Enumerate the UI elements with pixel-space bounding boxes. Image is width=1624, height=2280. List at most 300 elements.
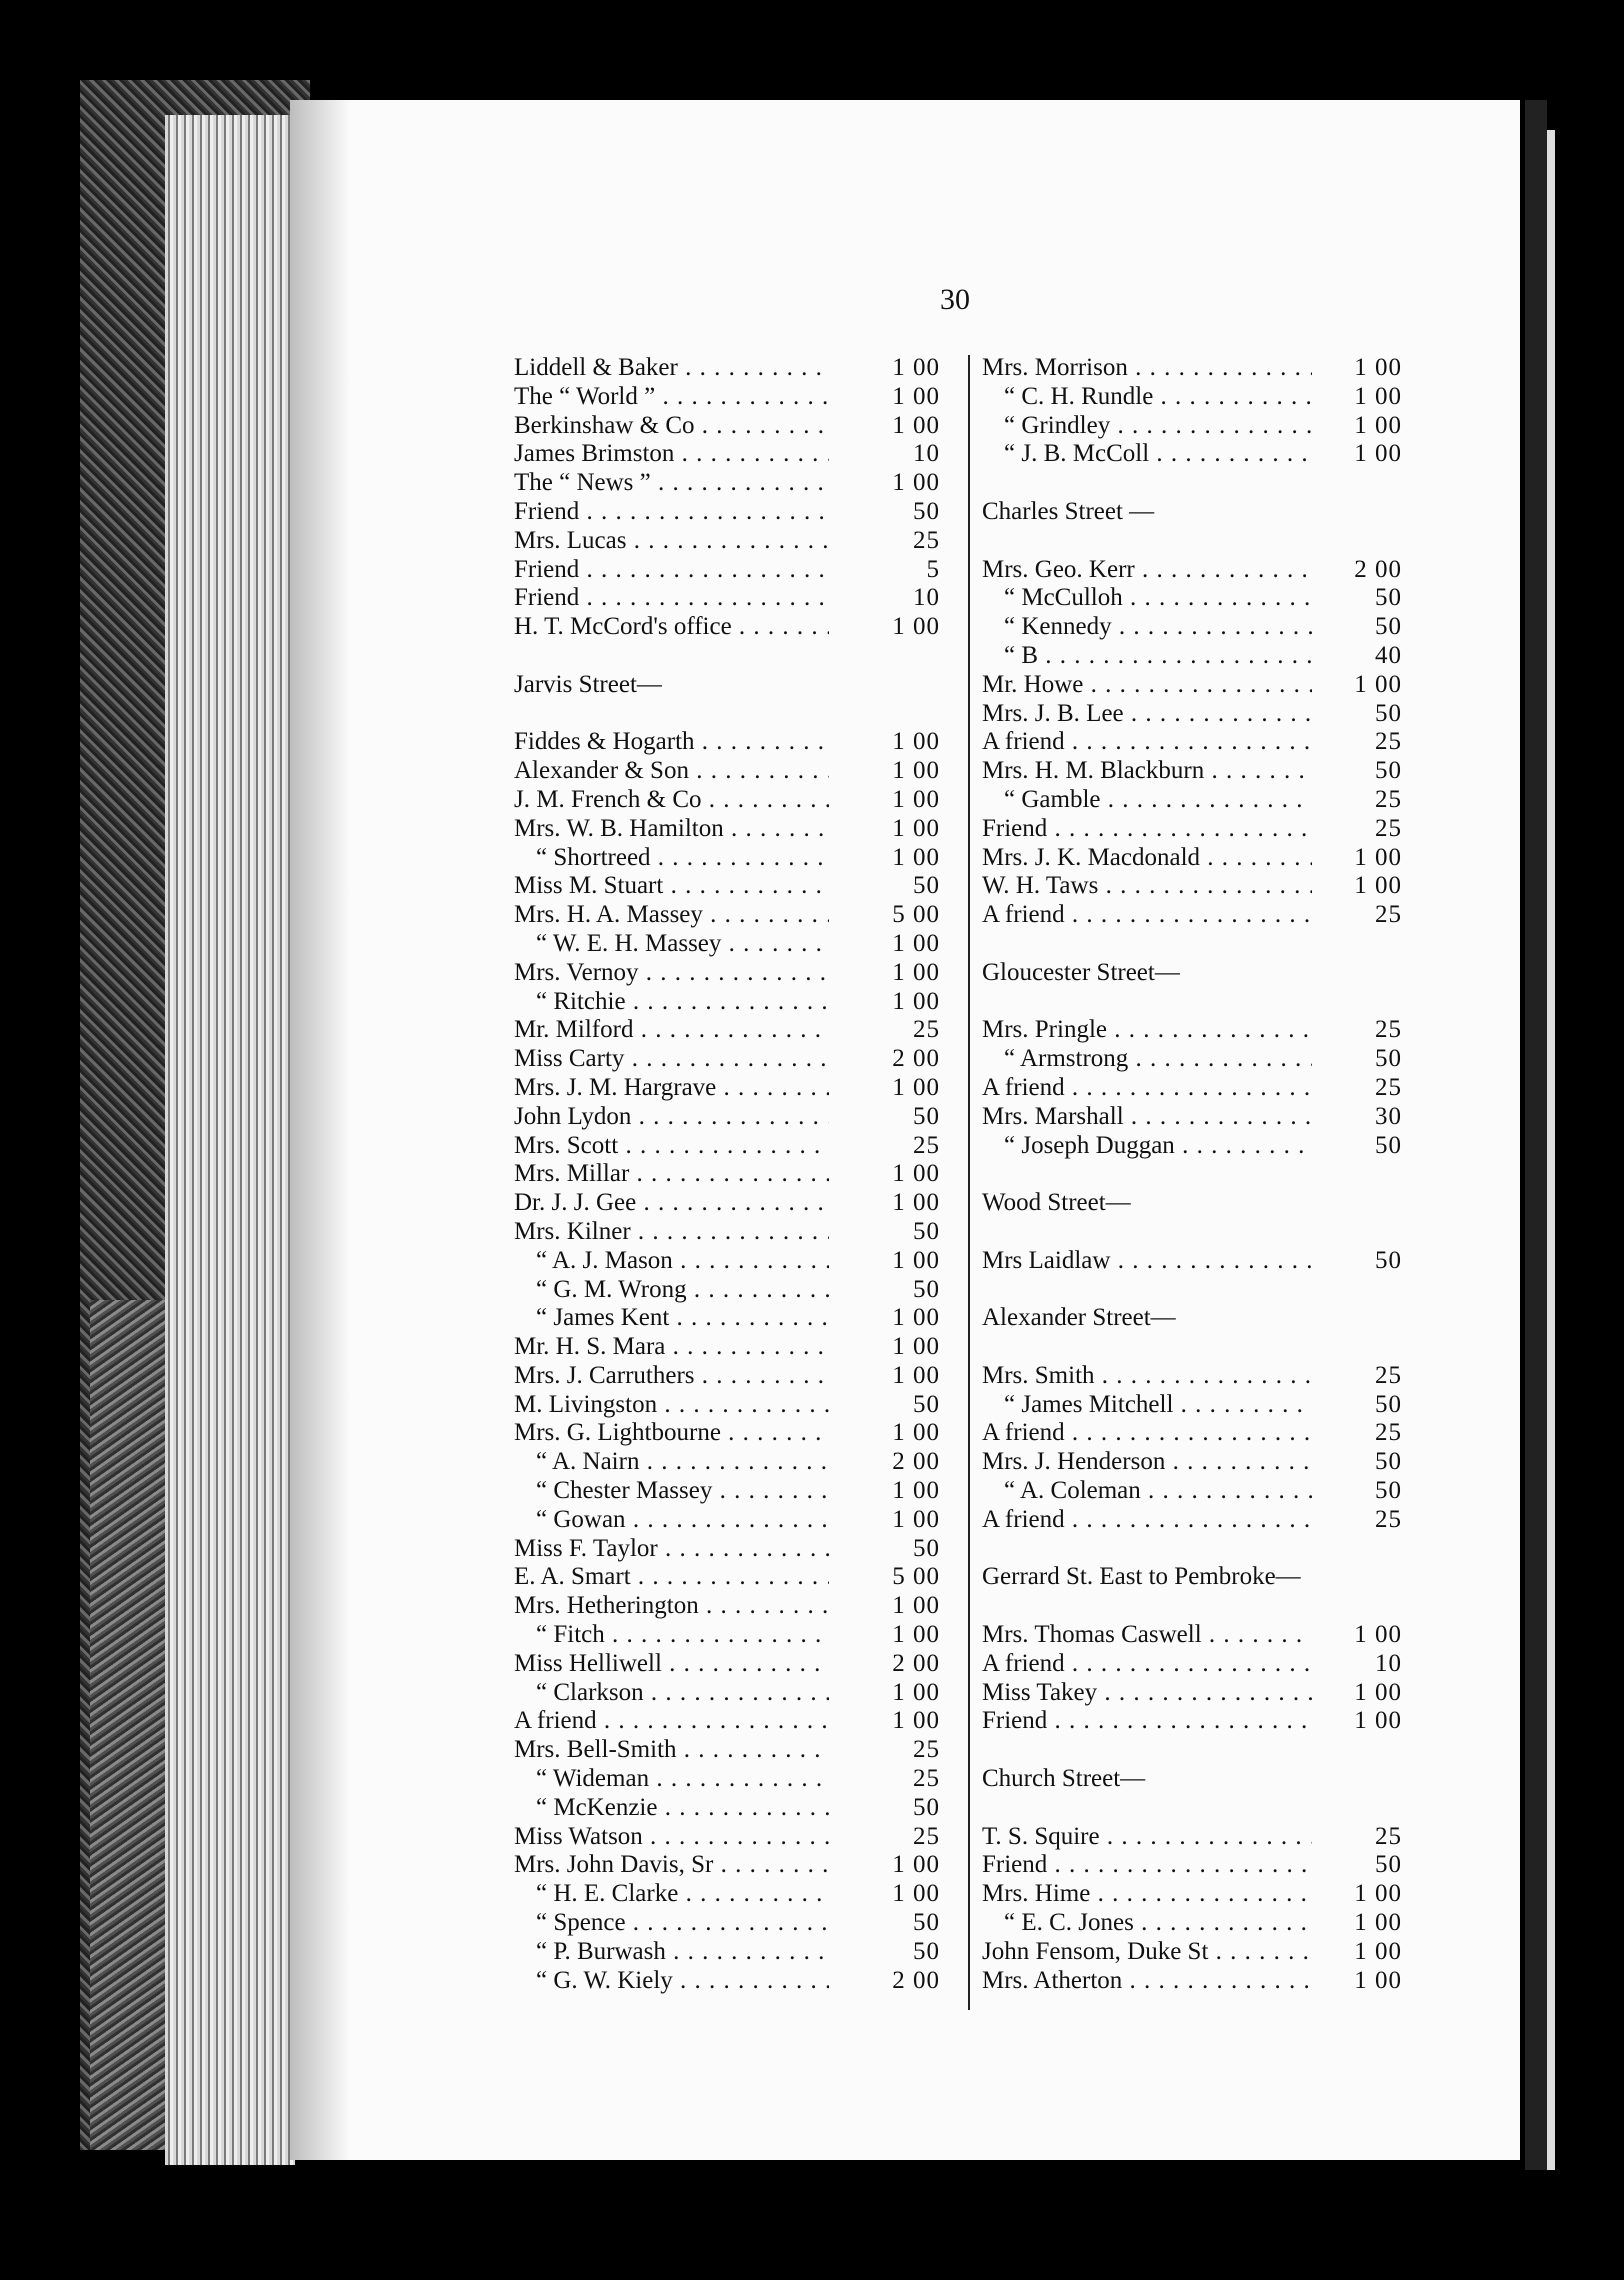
subscription-entry bbox=[982, 1938, 1412, 1967]
subscriber-name-text: “ Wideman bbox=[536, 1765, 650, 1793]
page-number: 30 bbox=[940, 283, 970, 316]
subscription-amount: 1 00 bbox=[892, 987, 940, 1015]
subscriber-name bbox=[514, 1823, 829, 1852]
subscriber-name bbox=[982, 1823, 1312, 1852]
subscriber-name-text: “ Joseph Duggan bbox=[1004, 1131, 1175, 1159]
subscription-amount: 1 00 bbox=[892, 1189, 940, 1217]
subscription-amount: 1 00 bbox=[892, 1246, 940, 1274]
subscription-amount: 1 00 bbox=[892, 757, 940, 785]
subscription-amount: 1 00 bbox=[892, 1333, 940, 1361]
subscriber-name-text: “ Spence bbox=[536, 1909, 626, 1937]
subscription-amount: 25 bbox=[1375, 1419, 1402, 1447]
subscription-entry bbox=[514, 757, 944, 786]
section-heading: Alexander Street— bbox=[982, 1304, 1176, 1332]
subscriber-name-text: M. Livingston bbox=[514, 1390, 658, 1418]
page-edges bbox=[165, 115, 295, 2165]
subscriber-name-text: “ B bbox=[1004, 641, 1039, 669]
subscription-entry bbox=[514, 988, 944, 1017]
subscription-entry bbox=[982, 1506, 1412, 1535]
subscription-entry bbox=[514, 1304, 944, 1333]
subscriber-name bbox=[982, 584, 1312, 613]
subscriber-name-text: Mrs. Atherton bbox=[982, 1966, 1123, 1994]
subscription-amount: 1 00 bbox=[892, 1880, 940, 1908]
subscriber-name bbox=[514, 1736, 829, 1765]
subscriber-name bbox=[514, 354, 829, 383]
subscriber-name bbox=[514, 556, 829, 585]
subscription-entry bbox=[514, 527, 944, 556]
subscriber-name-text: Mrs. Hetherington bbox=[514, 1592, 699, 1620]
subscriber-name-text: Mr. Milford bbox=[514, 1016, 634, 1044]
subscriber-name bbox=[982, 700, 1312, 729]
subscriber-name-text: T. S. Squire bbox=[982, 1822, 1100, 1850]
subscriber-name bbox=[514, 412, 829, 441]
subscriber-name-text: “ James Kent bbox=[536, 1304, 670, 1332]
subscription-entry bbox=[514, 815, 944, 844]
subscription-amount: 1 00 bbox=[1354, 1909, 1402, 1937]
subscription-entry bbox=[514, 1765, 944, 1794]
subscription-entry bbox=[514, 1563, 944, 1592]
section-gap bbox=[982, 1218, 1412, 1247]
subscriber-name bbox=[982, 1650, 1312, 1679]
subscription-amount: 50 bbox=[1375, 1851, 1402, 1879]
subscription-amount: 50 bbox=[1375, 1246, 1402, 1274]
subscriber-name-text: “ Fitch bbox=[536, 1621, 605, 1649]
subscriber-name bbox=[982, 556, 1312, 585]
subscriber-name-text: Friend bbox=[514, 584, 580, 612]
subscriber-name-text: Mrs. H. M. Blackburn bbox=[982, 757, 1205, 785]
subscription-amount: 50 bbox=[1375, 699, 1402, 727]
subscription-entry bbox=[982, 1967, 1412, 1996]
subscriber-name bbox=[514, 1592, 829, 1621]
subscriber-name-text: E. A. Smart bbox=[514, 1563, 631, 1591]
subscriber-name-text: “ Armstrong bbox=[1004, 1045, 1129, 1073]
subscription-entry bbox=[982, 1707, 1412, 1736]
section-heading: Gloucester Street— bbox=[982, 958, 1180, 986]
subscription-entry bbox=[514, 1707, 944, 1736]
subscriber-name-text: Mrs. Vernoy bbox=[514, 958, 639, 986]
subscriber-name bbox=[982, 613, 1312, 642]
subscription-amount: 1 00 bbox=[1354, 1707, 1402, 1735]
subscriber-name-text: “ C. H. Rundle bbox=[1004, 382, 1154, 410]
subscriber-name bbox=[982, 844, 1312, 873]
subscription-entry bbox=[514, 1218, 944, 1247]
subscriber-name-text: “ Ritchie bbox=[536, 987, 626, 1015]
subscription-entry bbox=[514, 1189, 944, 1218]
subscriber-name-text: “ Shortreed bbox=[536, 843, 651, 871]
subscription-entry bbox=[514, 930, 944, 959]
subscriber-name-text: Friend bbox=[514, 497, 580, 525]
subscriber-name bbox=[982, 412, 1312, 441]
section-heading: Charles Street — bbox=[982, 497, 1155, 525]
subscriber-name-text: John Lydon bbox=[514, 1102, 632, 1130]
subscription-amount: 50 bbox=[913, 497, 940, 525]
subscriber-name-text: “ Chester Massey bbox=[536, 1477, 713, 1505]
subscriber-name bbox=[982, 1103, 1312, 1132]
subscriber-name bbox=[982, 1074, 1312, 1103]
subscription-amount: 25 bbox=[913, 1131, 940, 1159]
subscription-amount: 1 00 bbox=[892, 1678, 940, 1706]
subscription-entry bbox=[514, 469, 944, 498]
subscription-entry bbox=[514, 1736, 944, 1765]
subscriber-name-text: W. H. Taws bbox=[982, 872, 1099, 900]
subscriber-name bbox=[982, 1016, 1312, 1045]
subscription-amount: 1 00 bbox=[892, 728, 940, 756]
subscriber-name-text: “ G. W. Kiely bbox=[536, 1966, 673, 1994]
subscriber-name bbox=[514, 815, 829, 844]
subscription-entry bbox=[982, 671, 1412, 700]
subscriber-name-text: The “ News ” bbox=[514, 469, 651, 497]
subscription-amount: 50 bbox=[1375, 1045, 1402, 1073]
subscriber-name-text: A friend bbox=[982, 1649, 1065, 1677]
subscription-amount: 1 00 bbox=[892, 1477, 940, 1505]
subscription-entry bbox=[514, 844, 944, 873]
subscription-amount: 1 00 bbox=[892, 1621, 940, 1649]
subscriber-name-text: “ A. Coleman bbox=[1004, 1477, 1141, 1505]
subscription-amount: 1 00 bbox=[892, 958, 940, 986]
section-gap bbox=[982, 1592, 1412, 1621]
subscription-amount: 10 bbox=[1375, 1649, 1402, 1677]
subscriber-name bbox=[514, 1448, 829, 1477]
subscriber-name bbox=[514, 1938, 829, 1967]
subscription-entry bbox=[514, 1074, 944, 1103]
subscription-amount: 50 bbox=[913, 1390, 940, 1418]
subscription-entry bbox=[982, 440, 1412, 469]
right-column bbox=[982, 354, 1412, 1995]
subscription-entry bbox=[514, 1391, 944, 1420]
subscriber-name bbox=[982, 354, 1312, 383]
subscription-entry bbox=[514, 1650, 944, 1679]
subscriber-name bbox=[982, 1506, 1312, 1535]
subscription-entry bbox=[514, 872, 944, 901]
subscriber-name-text: “ McCulloh bbox=[1004, 584, 1123, 612]
subscriber-name-text: Mrs. Morrison bbox=[982, 354, 1128, 381]
gutter-shadow bbox=[290, 100, 350, 2160]
subscriber-name-text: “ J. B. McColl bbox=[1004, 440, 1150, 468]
subscriber-name bbox=[514, 1160, 829, 1189]
subscription-amount: 1 00 bbox=[1354, 843, 1402, 871]
subscription-amount: 1 00 bbox=[1354, 1966, 1402, 1994]
subscriber-name-text: Friend bbox=[982, 1707, 1048, 1735]
subscription-amount: 1 00 bbox=[892, 814, 940, 842]
subscription-amount: 2 00 bbox=[892, 1448, 940, 1476]
section-gap bbox=[982, 1160, 1412, 1189]
subscriber-name bbox=[514, 1477, 829, 1506]
subscriber-name bbox=[514, 1333, 829, 1362]
subscription-entry bbox=[982, 786, 1412, 815]
subscriber-name bbox=[982, 1707, 1312, 1736]
subscriber-name-text: “ James Mitchell bbox=[1004, 1390, 1174, 1418]
subscription-amount: 1 00 bbox=[892, 469, 940, 497]
subscription-amount: 25 bbox=[1375, 1073, 1402, 1101]
subscription-entry bbox=[982, 1448, 1412, 1477]
subscription-entry bbox=[982, 1419, 1412, 1448]
subscriber-name bbox=[514, 383, 829, 412]
subscriber-name-text: Mrs. W. B. Hamilton bbox=[514, 814, 724, 842]
subscription-amount: 25 bbox=[913, 1822, 940, 1850]
subscription-entry bbox=[514, 1276, 944, 1305]
subscriber-name bbox=[514, 1851, 829, 1880]
subscription-amount: 50 bbox=[913, 1909, 940, 1937]
subscription-amount: 25 bbox=[913, 1016, 940, 1044]
subscription-entry bbox=[982, 1621, 1412, 1650]
subscriber-name bbox=[982, 728, 1312, 757]
subscription-entry bbox=[982, 1391, 1412, 1420]
subscription-amount: 50 bbox=[913, 872, 940, 900]
subscriber-name-text: A friend bbox=[514, 1707, 597, 1735]
subscription-amount: 25 bbox=[913, 1765, 940, 1793]
subscriber-name bbox=[982, 642, 1312, 671]
subscription-entry bbox=[982, 872, 1412, 901]
subscriber-name bbox=[982, 1967, 1312, 1996]
subscriber-name bbox=[514, 1247, 829, 1276]
subscription-entry bbox=[514, 556, 944, 585]
subscription-entry bbox=[982, 412, 1412, 441]
subscriber-name bbox=[514, 1218, 829, 1247]
subscription-entry bbox=[514, 1535, 944, 1564]
subscriber-name bbox=[982, 383, 1312, 412]
facing-page-edge bbox=[1525, 100, 1547, 2170]
subscription-entry bbox=[982, 1132, 1412, 1161]
subscription-entry bbox=[514, 1362, 944, 1391]
subscriber-name bbox=[982, 1448, 1312, 1477]
subscriber-name bbox=[982, 1391, 1312, 1420]
subscriber-name bbox=[514, 1909, 829, 1938]
subscription-amount: 1 00 bbox=[892, 354, 940, 381]
subscription-entry bbox=[514, 1880, 944, 1909]
subscription-amount: 25 bbox=[1375, 1016, 1402, 1044]
subscription-entry bbox=[514, 1506, 944, 1535]
subscription-amount: 1 00 bbox=[892, 929, 940, 957]
subscription-amount: 1 00 bbox=[892, 1304, 940, 1332]
subscriber-name bbox=[514, 1880, 829, 1909]
subscriber-name-text: “ Gowan bbox=[536, 1505, 626, 1533]
subscription-amount: 5 00 bbox=[892, 1563, 940, 1591]
subscription-amount: 1 00 bbox=[892, 1851, 940, 1879]
subscriber-name-text: Mrs. Hime bbox=[982, 1880, 1091, 1908]
subscription-entry bbox=[982, 1909, 1412, 1938]
subscription-entry bbox=[514, 1448, 944, 1477]
subscriber-name-text: Miss Takey bbox=[982, 1678, 1098, 1706]
subscription-amount: 10 bbox=[913, 584, 940, 612]
subscription-amount: 50 bbox=[1375, 757, 1402, 785]
subscriber-name-text: Fiddes & Hogarth bbox=[514, 728, 695, 756]
subscriber-name bbox=[514, 1506, 829, 1535]
subscriber-name-text: “ E. C. Jones bbox=[1004, 1909, 1134, 1937]
subscriber-name-text: Mrs. Smith bbox=[982, 1361, 1095, 1389]
subscription-entry bbox=[982, 1247, 1412, 1276]
subscriber-name bbox=[514, 440, 829, 469]
subscriber-name-text: “ H. E. Clarke bbox=[536, 1880, 679, 1908]
subscriber-name bbox=[982, 1477, 1312, 1506]
subscription-entry bbox=[982, 1045, 1412, 1074]
subscriber-name bbox=[514, 930, 829, 959]
subscriber-name bbox=[514, 1535, 829, 1564]
subscriber-name-text: “ Clarkson bbox=[536, 1678, 644, 1706]
subscriber-name bbox=[982, 1132, 1312, 1161]
subscription-amount: 50 bbox=[1375, 613, 1402, 641]
subscription-entry bbox=[514, 1909, 944, 1938]
subscriber-name-text: “ G. M. Wrong bbox=[536, 1275, 687, 1303]
subscriber-name bbox=[514, 959, 829, 988]
subscriber-name bbox=[514, 1362, 829, 1391]
subscription-entry bbox=[514, 1592, 944, 1621]
section-heading: Jarvis Street— bbox=[514, 670, 662, 698]
subscriber-name bbox=[514, 1967, 829, 1996]
subscription-entry bbox=[982, 1679, 1412, 1708]
subscription-amount: 25 bbox=[1375, 1361, 1402, 1389]
subscriber-name-text: H. T. McCord's office bbox=[514, 613, 732, 641]
subscription-entry bbox=[982, 1650, 1412, 1679]
subscriber-name bbox=[514, 1794, 829, 1823]
subscriber-name bbox=[514, 1679, 829, 1708]
section-gap bbox=[982, 988, 1412, 1017]
subscriber-name bbox=[514, 527, 829, 556]
subscription-amount: 2 00 bbox=[1354, 555, 1402, 583]
subscriber-name bbox=[514, 1103, 829, 1132]
subscriber-name bbox=[514, 1563, 829, 1592]
subscription-entry bbox=[982, 1880, 1412, 1909]
subscription-entry bbox=[514, 728, 944, 757]
subscriber-name bbox=[514, 728, 829, 757]
subscriber-name-text: Liddell & Baker bbox=[514, 354, 678, 381]
subscription-amount: 2 00 bbox=[892, 1966, 940, 1994]
subscriber-name bbox=[982, 872, 1312, 901]
subscription-entry bbox=[982, 584, 1412, 613]
section-gap bbox=[982, 527, 1412, 556]
subscription-entry bbox=[982, 844, 1412, 873]
subscription-entry bbox=[514, 1967, 944, 1996]
subscriber-name-text: The “ World ” bbox=[514, 382, 656, 410]
subscription-amount: 25 bbox=[1375, 901, 1402, 929]
subscriber-name bbox=[514, 1276, 829, 1305]
subscription-entry bbox=[514, 1938, 944, 1967]
subscription-amount: 1 00 bbox=[892, 1707, 940, 1735]
subscription-amount: 10 bbox=[913, 440, 940, 468]
subscription-amount: 1 00 bbox=[1354, 670, 1402, 698]
subscription-amount: 1 00 bbox=[1354, 872, 1402, 900]
subscription-amount: 1 00 bbox=[1354, 354, 1402, 381]
subscriber-name bbox=[982, 1362, 1312, 1391]
subscription-entry bbox=[514, 1794, 944, 1823]
subscription-entry bbox=[982, 728, 1412, 757]
subscription-amount: 25 bbox=[1375, 785, 1402, 813]
subscription-amount: 1 00 bbox=[1354, 382, 1402, 410]
subscription-amount: 5 bbox=[926, 555, 940, 583]
subscription-entry bbox=[982, 1074, 1412, 1103]
subscriber-name bbox=[514, 988, 829, 1017]
subscriber-name bbox=[514, 1304, 829, 1333]
subscription-amount: 1 00 bbox=[1354, 1621, 1402, 1649]
subscription-entry bbox=[982, 901, 1412, 930]
subscription-amount: 1 00 bbox=[892, 1361, 940, 1389]
subscriber-name bbox=[514, 844, 829, 873]
subscriber-name-text: Mrs. Bell-Smith bbox=[514, 1736, 677, 1764]
subscription-amount: 50 bbox=[1375, 1390, 1402, 1418]
subscription-entry bbox=[982, 1851, 1412, 1880]
subscriber-name-text: “ McKenzie bbox=[536, 1793, 658, 1821]
section-heading: Gerrard St. East to Pembroke— bbox=[982, 1563, 1301, 1591]
subscriber-name bbox=[514, 1650, 829, 1679]
subscriber-name bbox=[514, 469, 829, 498]
subscription-entry bbox=[514, 383, 944, 412]
subscriber-name-text: Mrs. G. Lightbourne bbox=[514, 1419, 721, 1447]
subscriber-name-text: Mrs. J. M. Hargrave bbox=[514, 1073, 717, 1101]
subscriber-name bbox=[982, 1880, 1312, 1909]
section-gap bbox=[982, 930, 1412, 959]
subscription-entry bbox=[982, 556, 1412, 585]
subscriber-name-text: Mrs. Kilner bbox=[514, 1217, 631, 1245]
subscription-amount: 1 00 bbox=[892, 1160, 940, 1188]
subscriber-name bbox=[514, 786, 829, 815]
subscriber-name-text: Friend bbox=[514, 555, 580, 583]
subscription-amount: 1 00 bbox=[1354, 1880, 1402, 1908]
subscription-amount: 1 00 bbox=[1354, 440, 1402, 468]
subscription-amount: 2 00 bbox=[892, 1045, 940, 1073]
subscription-amount: 1 00 bbox=[892, 785, 940, 813]
subscriber-name bbox=[514, 757, 829, 786]
subscriber-name bbox=[514, 1419, 829, 1448]
subscriber-name bbox=[514, 498, 829, 527]
subscriber-name bbox=[514, 613, 829, 642]
subscription-amount: 50 bbox=[913, 1534, 940, 1562]
subscription-amount: 50 bbox=[1375, 1477, 1402, 1505]
subscription-entry bbox=[514, 1621, 944, 1650]
subscription-amount: 1 00 bbox=[1354, 1937, 1402, 1965]
section-gap bbox=[982, 469, 1412, 498]
left-column bbox=[514, 354, 944, 1995]
subscription-entry bbox=[514, 1045, 944, 1074]
subscriber-name bbox=[982, 1851, 1312, 1880]
subscription-entry bbox=[514, 498, 944, 527]
subscription-amount: 1 00 bbox=[892, 613, 940, 641]
subscriber-name bbox=[514, 1391, 829, 1420]
subscriber-name-text: Mrs. Thomas Caswell bbox=[982, 1621, 1202, 1649]
subscriber-name-text: Mrs. J. Henderson bbox=[982, 1448, 1166, 1476]
subscription-entry bbox=[514, 412, 944, 441]
subscription-entry bbox=[514, 959, 944, 988]
subscriber-name bbox=[514, 1189, 829, 1218]
section-gap bbox=[982, 1535, 1412, 1564]
subscriber-name-text: “ W. E. H. Massey bbox=[536, 929, 722, 957]
subscriber-name-text: James Brimston bbox=[514, 440, 675, 468]
subscription-entry bbox=[514, 1160, 944, 1189]
facing-page-strip bbox=[1547, 130, 1555, 2170]
subscriber-name-text: Dr. J. J. Gee bbox=[514, 1189, 637, 1217]
subscriber-name-text: J. M. French & Co bbox=[514, 785, 702, 813]
subscription-entry bbox=[982, 700, 1412, 729]
subscription-amount: 25 bbox=[1375, 1505, 1402, 1533]
subscription-entry bbox=[514, 1247, 944, 1276]
subscriber-name bbox=[982, 1909, 1312, 1938]
subscriber-name-text: Mr. Howe bbox=[982, 670, 1084, 698]
subscriber-name-text: A friend bbox=[982, 728, 1065, 756]
subscription-entry bbox=[514, 1419, 944, 1448]
subscription-entry bbox=[982, 1016, 1412, 1045]
subscriber-name-text: Mrs. Scott bbox=[514, 1131, 619, 1159]
subscriber-name bbox=[514, 1132, 829, 1161]
subscription-amount: 50 bbox=[1375, 1131, 1402, 1159]
subscriber-name-text: Miss M. Stuart bbox=[514, 872, 664, 900]
subscriber-name-text: Berkinshaw & Co bbox=[514, 411, 695, 439]
subscriber-name bbox=[514, 901, 829, 930]
subscriber-name bbox=[514, 1016, 829, 1045]
subscriber-name bbox=[514, 872, 829, 901]
subscriber-name bbox=[982, 757, 1312, 786]
subscriber-name-text: Mrs. J. Carruthers bbox=[514, 1361, 695, 1389]
subscriber-name-text: A friend bbox=[982, 901, 1065, 929]
subscriber-name-text: “ Gamble bbox=[1004, 785, 1101, 813]
subscriber-name bbox=[982, 1247, 1312, 1276]
